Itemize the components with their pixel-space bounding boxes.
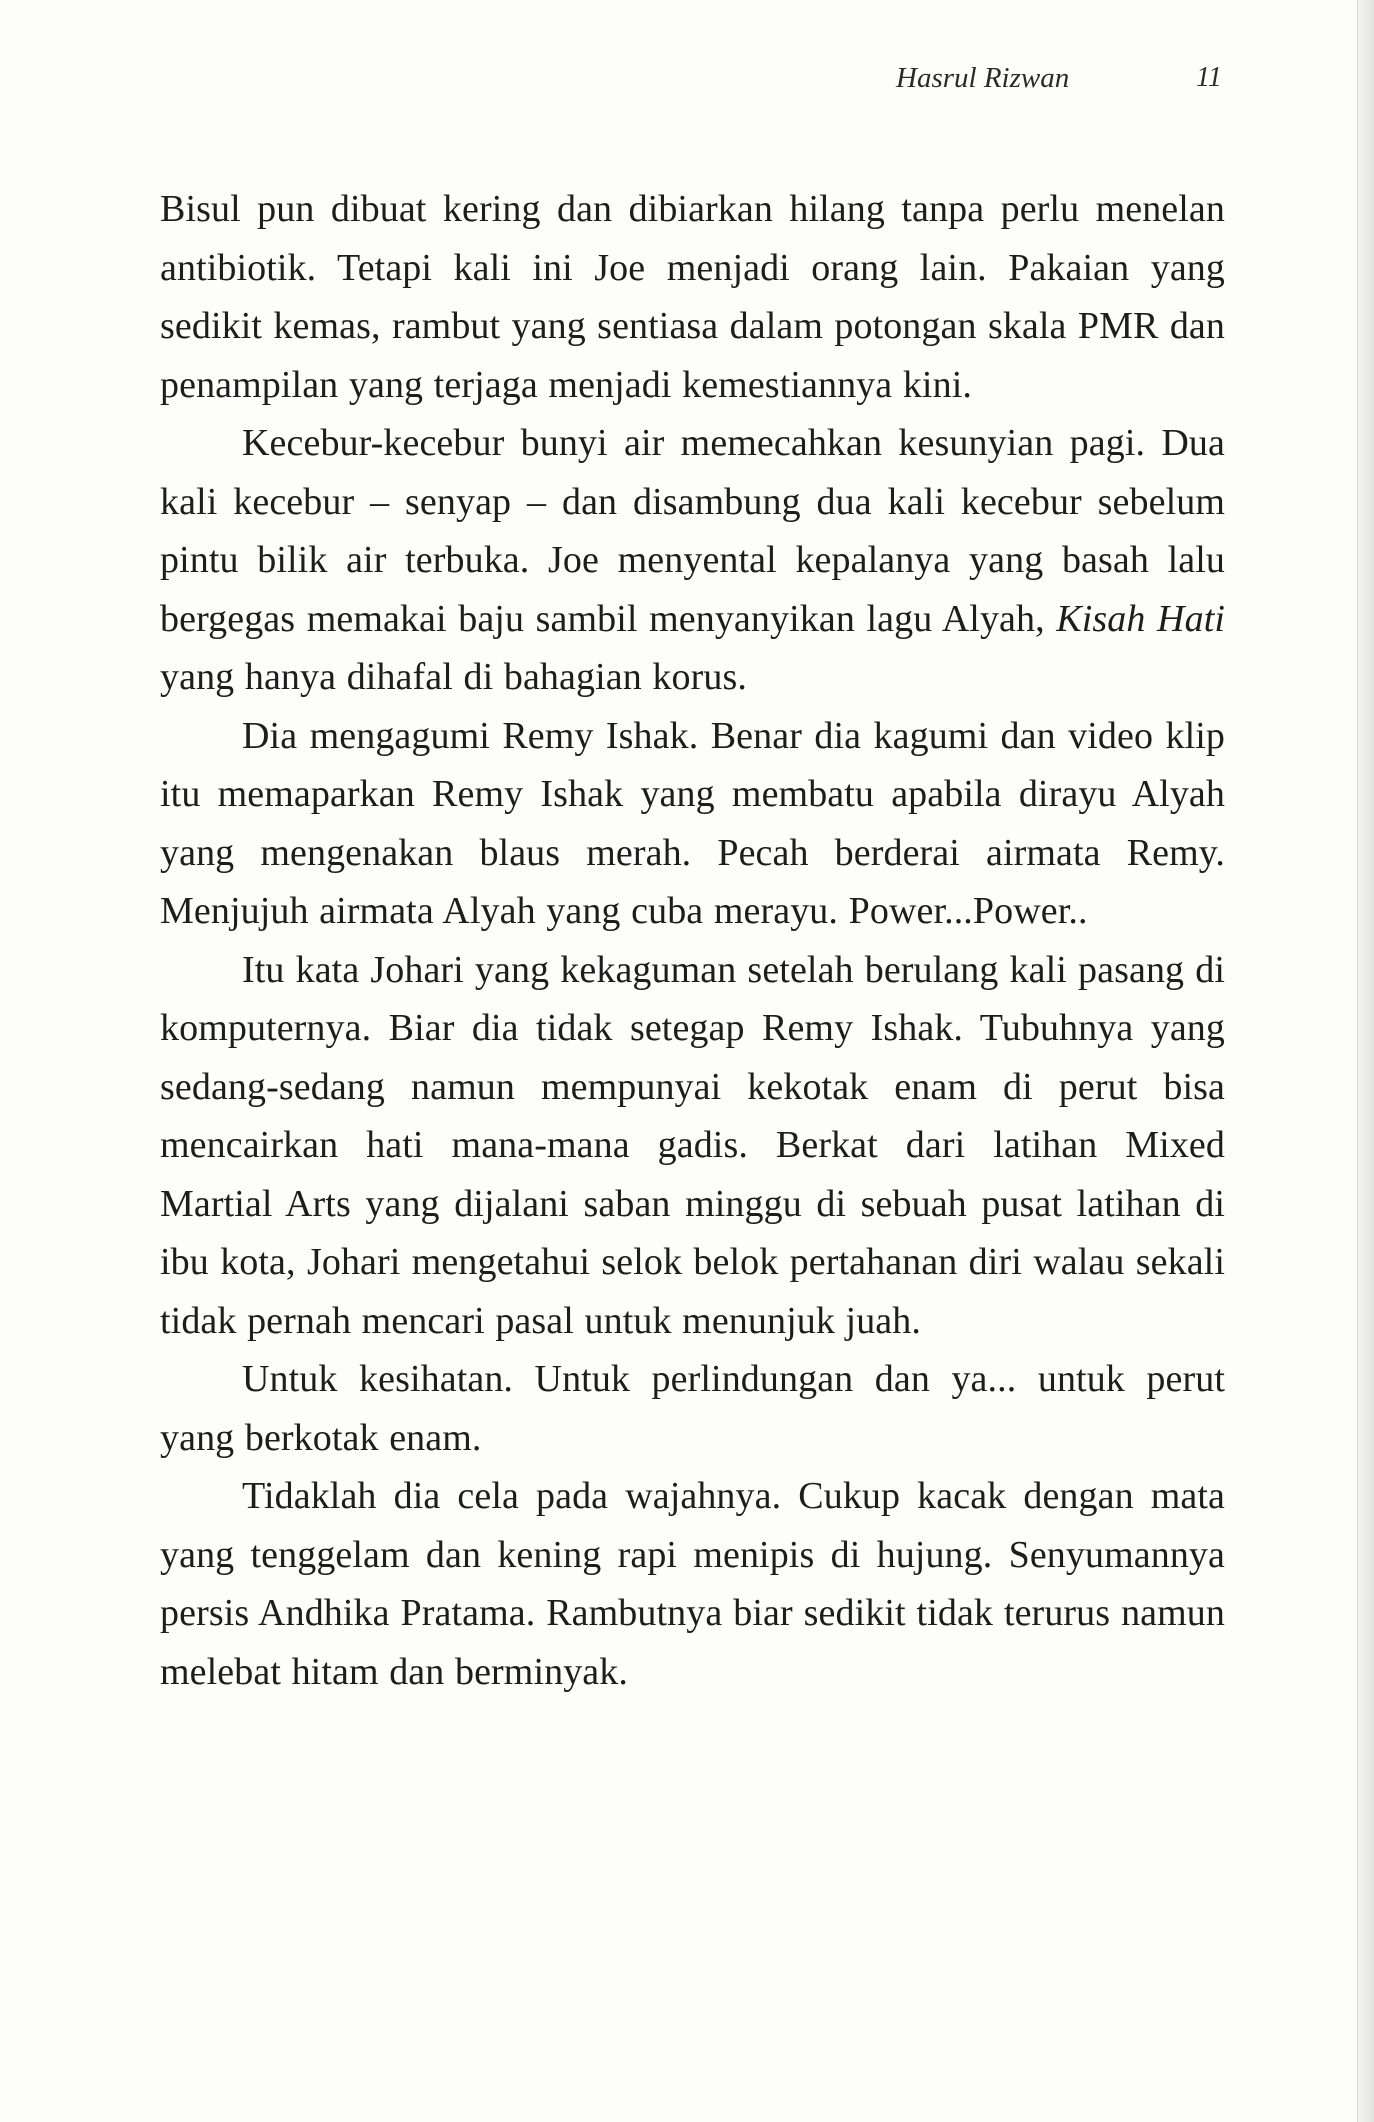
page-number: 11: [1196, 62, 1222, 93]
paragraph-text-tail: yang hanya dihafal di bahagian korus.: [160, 656, 747, 698]
paragraph: Dia mengagumi Remy Ishak. Benar dia kagumi dan video klip itu memaparkan Remy Ishak yang membatu apabila dirayu Alyah yang mengenakan blaus merah. Pecah berderai airmata Remy. Menjujuh airmata Alyah yang cuba merayu. Power...Power..: [160, 714, 1225, 932]
body-text: [160, 180, 1225, 1701]
running-header: [0, 62, 1374, 102]
paragraph: Itu kata Johari yang kekaguman setelah berulang kali pasang di komputernya. Biar dia tidak setegap Remy Ishak. Tubuhnya yang sedang-sedang namun mempunyai kekotak enam di perut bisa mencairkan hati mana-mana gadis. Berkat dari latihan Mixed Martial Arts yang dijalani saban minggu di sebuah pusat latihan di ibu kota, Johari mengetahui selok belok pertahanan diri walau sekali tidak pernah mencari pasal untuk menunjuk juah.: [160, 948, 1225, 1342]
paragraph: [160, 414, 1225, 707]
paragraph-text: Kecebur-kecebur bunyi air memecahkan kesunyian pagi. Dua kali kecebur – senyap – dan disambung dua kali kecebur sebelum pintu bilik air terbuka. Joe menyental kepalanya yang basah lalu bergegas memakai baju sambil menyanyikan lagu Alyah,: [160, 422, 1225, 640]
page-edge: [1357, 0, 1374, 2122]
paragraph: Tidaklah dia cela pada wajahnya. Cukup kacak dengan mata yang tenggelam dan kening rapi menipis di hujung. Senyumannya persis Andhika Pratama. Rambutnya biar sedikit tidak terurus namun melebat hitam dan berminyak.: [160, 1475, 1225, 1693]
paragraph: Bisul pun dibuat kering dan dibiarkan hilang tanpa perlu menelan antibiotik. Tetapi kali ini Joe menjadi orang lain. Pakaian yang sedikit kemas, rambut yang sentiasa dalam potongan skala PMR dan penampilan yang terjaga menjadi kemestiannya kini.: [160, 188, 1225, 406]
song-title: Kisah Hati: [1056, 597, 1226, 640]
paragraph: Untuk kesihatan. Untuk perlindungan dan ya... untuk perut yang berkotak enam.: [160, 1358, 1225, 1459]
header-author: Hasrul Rizwan: [896, 62, 1070, 94]
